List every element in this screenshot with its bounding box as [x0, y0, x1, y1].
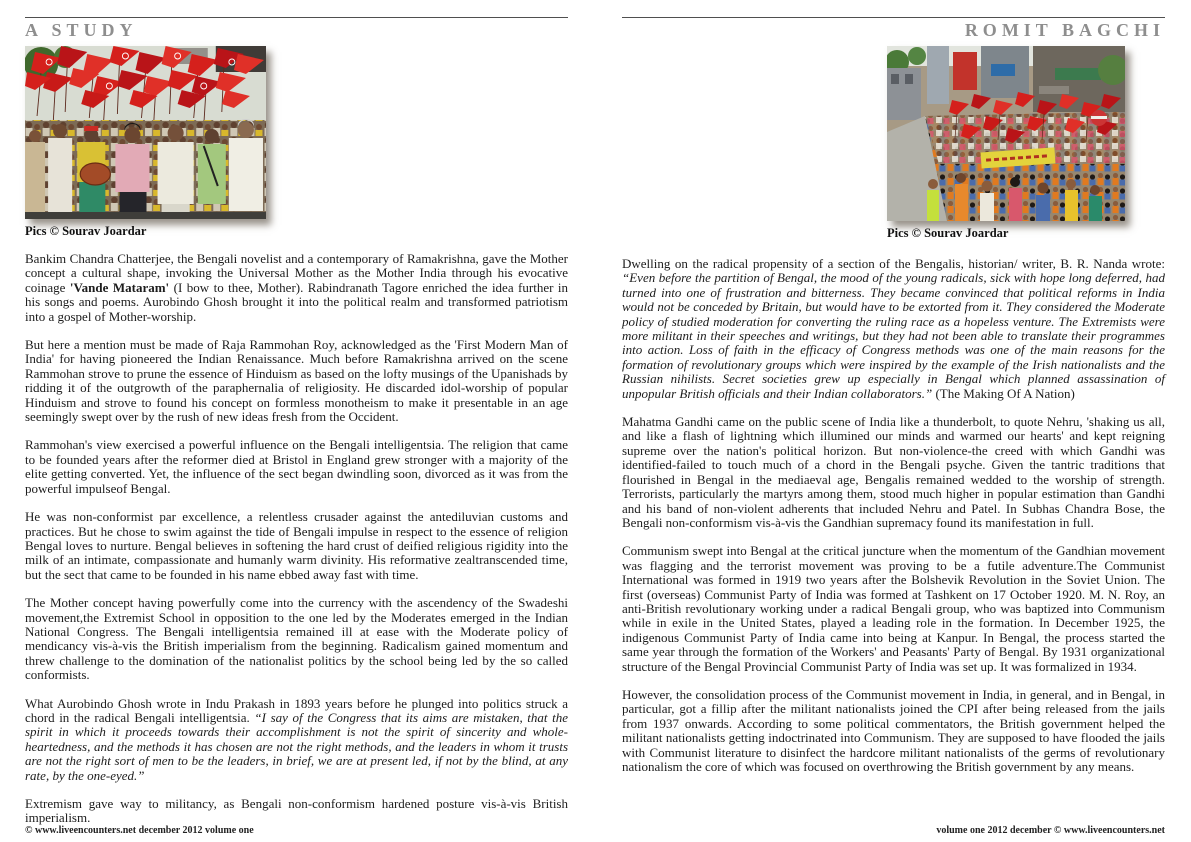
- body-paragraph: [622, 544, 1165, 674]
- text-run: Extremism gave way to militancy, as Bengali non-conformism hardened posture vis-à-vis British imperialism.: [25, 796, 568, 826]
- top-rule: [25, 17, 568, 18]
- photo-figure: [887, 46, 1125, 241]
- text-run: “I say of the Congress that its aims are mistaken, that the spirit in which it proceeds towards their accomplishment is not the spirit of sincerity and whole-heartedness, and the methods it has chosen are not the right methods, and the leaders in whom it trusts are not the right sort of men to be the leaders, in brief, we are at present led, if not by the blind, at any rate, by the one-eyed.”: [25, 709, 569, 783]
- body-paragraph: [622, 257, 1165, 401]
- text-run: “Even before the partition of Bengal, the mood of the young radicals, sick with hope long deferred, had turned into one of frustration and bitterness. They became convinced that political reforms in India would not be conceded by Britain, but would have to be extorted from it. They considered the Moderate policy of studied moderation for converting the ruling race as a hopeless venture. The Extremists were more militant in their speeches and writings, but they had not been able to translate their programmes into action. Loss of faith in the efficacy of Congress methods was one of the main reasons for the formation of revolutionary groups which were inspired by the example of the Irish nationalists and the Russian nihilists. Secret societies grew up especially in Bengal which planned assassination of unpopular British officials and their Indian collaborators.”: [622, 270, 1165, 401]
- text-run: Rammohan's view exercised a powerful influence on the Bengali intelligentsia. The religion that came to be founded years after the reformer died at Bristol in England grew stronger with a majority of the elite getting converted. Yet, the influence of the sect began dwindling soon, divorced as it was from the powerful impulseof Bengal.: [25, 437, 568, 496]
- text-run: However, the consolidation process of the Communist movement in India, in general, and in Bengal, in particular, got a fillip after the militant nationalists joined the CPI after being released from the jails from 1937 onwards. According to some political commentators, the British government helped the militant nationalists getting indoctrinated into Communism. They are supposed to have flooded the jails with Communist literature to disinfect the hardcore militant nationalists of the germs of revolutionary nationalism the core of which was focused on overthrowing the British government by any means.: [622, 686, 1165, 774]
- body-paragraph: [622, 688, 1165, 774]
- text-run: 'Vande Mataram': [69, 279, 170, 295]
- text-run: Bankim Chandra Chatterjee, the Bengali novelist and a contemporary of Ramakrishna, gave the Mother concept a cultural shape, invoking the Universal Mother as the Mother India through his evocative coinage: [25, 251, 568, 295]
- body-paragraph: [25, 797, 568, 826]
- text-run: He was non-conformist par excellence, a relentless crusader against the antediluvian customs and practices. But he chose to swim against the tide of Bengali impulse in respect to the essence of religion Bengal loves to nurture. Bengal believes in softening the hard crust of deified religious rigidity into the milk of an intimate, compassionate and humanly warm divinity. His reformative zealtranscended time, but the sect that came to be founded in his name ebbed away fast with time.: [25, 509, 568, 582]
- text-run: (I bow to thee, Mother). Rabindranath Tagore enriched the idea further in his songs and poems. Aurobindo Ghosh brought it into the political realm and transformed patriotism into a gospel of Mother-worship.: [25, 279, 568, 324]
- text-run: Communism swept into Bengal at the critical juncture when the momentum of the Gandhian movement was flagging and the terrorist movement was proving to be a futile adventure.The Communist International was formed in 1919 two years after the Bolshevik Revolution in the Soviet Union. The first (overseas) Communist Party of India was formed at Tashkent on 17 October 1920. M. N. Roy, an anti-British revolutionary working under a radical Bengali group, who was baptized into Communism while in exile in the United States, played a leading role in the formation. In December 1925, the indigenous Communist Party of India came into being at Kanpur. In Bengal, the process started the same year through the formation of the Workers' and Peasants' Party of Bengal. By 1931 organizational structure of the Bengal Provincial Communist Party of India was set up. It was formalized in 1934.: [622, 543, 1165, 674]
- text-run: Dwelling on the radical propensity of a section of the Bengalis, historian/ writer, B. R. Nanda wrote:: [622, 256, 1165, 271]
- page-left: [25, 0, 568, 842]
- text-run: (The Making Of A Nation): [932, 385, 1075, 401]
- article-body: [622, 257, 1165, 774]
- procession-photo: [887, 46, 1125, 221]
- body-paragraph: [25, 697, 568, 783]
- rally-photo-illustration: [25, 46, 266, 219]
- body-paragraph: [25, 438, 568, 496]
- page-footer: © www.liveencounters.net december 2012 volume one: [25, 825, 254, 836]
- text-run: What Aurobindo Ghosh wrote in Indu Prakash in 1893 years before he plunged into politics struck a chord in the radical Bengali intelligentsia.: [25, 695, 568, 725]
- body-paragraph: [25, 252, 568, 324]
- page-title: A STUDY: [25, 20, 138, 40]
- procession-photo-illustration: [887, 46, 1125, 221]
- page-footer: volume one 2012 december © www.liveencounters.net: [936, 825, 1165, 836]
- photo-caption: Pics © Sourav Joardar: [887, 226, 1009, 240]
- text-run: The Mother concept having powerfully come into the currency with the ascendency of the Swadeshi movement,the Extremist School in opposition to the one led by the Moderates emerged in the Indian National Congress. The Bengali intelligentsia remained ill at ease with the Moderate policy of mendicancy vis-à-vis the British imperialism from the beginning. Radicalism gained momentum and threw challenge to the domination of the nationalist politics by the school being led by the so called conformists.: [25, 595, 568, 683]
- article-body: [25, 252, 568, 826]
- body-paragraph: [622, 415, 1165, 530]
- text-run: But here a mention must be made of Raja Rammohan Roy, acknowledged as the 'First Modern Man of India' for having pioneered the Indian Renaissance. Much before Ramakrishna arrived on the scene Rammohan strove to prune the essence of Hinduism as based on the lofty musings of the Upanishads by ridding it of the outgrowth of the paraphernalia of religiosity. He discarded idol-worship of popular Hinduism and strove to found his concept on formless monotheism to make it presentable in an age seemingly swept over by the rush of new ideas fresh from the Occident.: [25, 337, 568, 425]
- photo-figure: [25, 46, 266, 239]
- body-paragraph: [25, 596, 568, 682]
- page-right: [622, 0, 1165, 842]
- top-rule: [622, 17, 1165, 18]
- page-title: ROMIT BAGCHI: [964, 20, 1165, 40]
- body-paragraph: [25, 510, 568, 582]
- body-paragraph: [25, 338, 568, 424]
- rally-photo: [25, 46, 266, 219]
- photo-caption: Pics © Sourav Joardar: [25, 224, 147, 238]
- text-run: Mahatma Gandhi came on the public scene of India like a thunderbolt, to quote Nehru, 'shaking us all, and like a flash of lightning which illumined our minds and warmed our hearts' and kept reigning supreme over the nation's political horizon. But non-violence-the creed with which Gandhi was identified-failed to touch much of a chord in the Bengali psyche. Given the tantric traditions that flourished in Bengal in the mediaeval age, Bengalis remained wedded to the worship of strength. Terrorists, particularly the martyrs among them, stood much higher in popular estimation than Gandhi and his band of non-violent adherents that included Nehru and Patel. In Subhas Chandra Bose, the Bengali non-conformism vis-à-vis the Gandhian supremacy found its manifestation in full.: [622, 414, 1165, 530]
